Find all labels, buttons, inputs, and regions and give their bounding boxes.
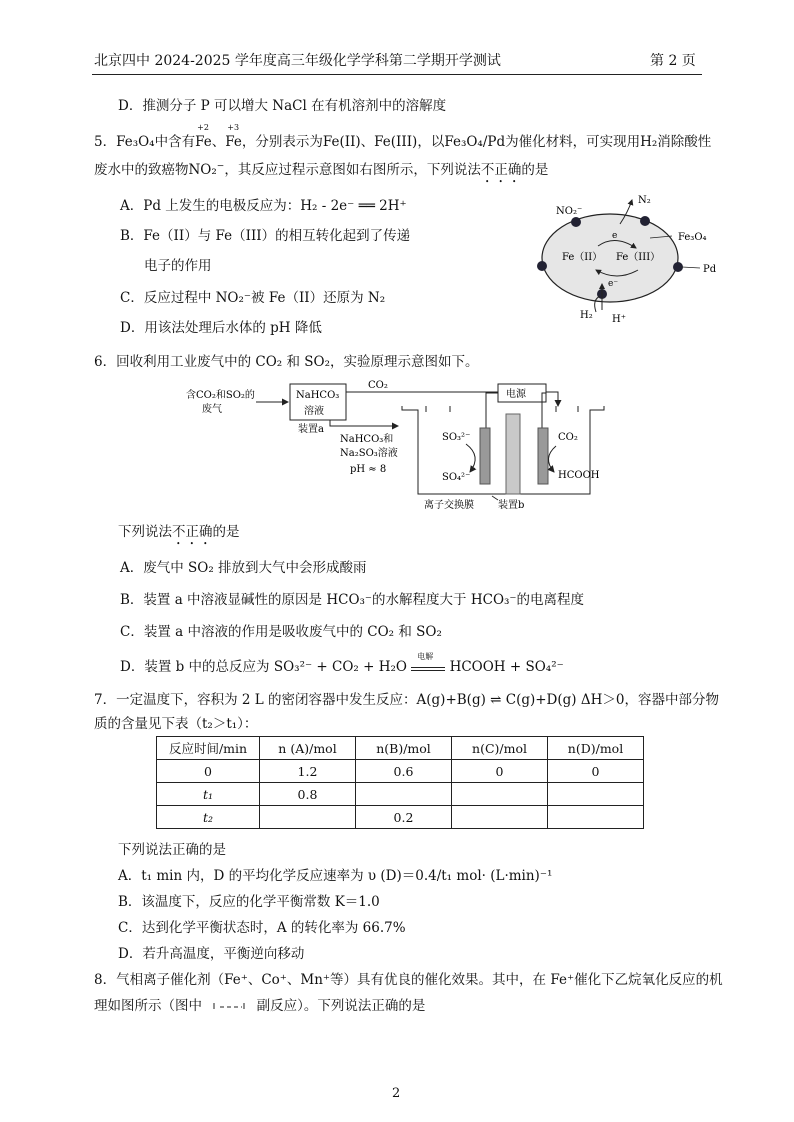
table-cell: 0.6 [356, 760, 452, 783]
fig6-gas-label1: 含CO₂和SO₂的 [186, 390, 255, 401]
fig6-so4-label: SO₄²⁻ [442, 472, 471, 483]
table-cell: t₁ [157, 783, 260, 806]
fig5-fe2-label: Fe（II） [562, 252, 603, 263]
table-row [157, 783, 644, 806]
q8-stem-line1: 8．气相离子催化剂（Fe⁺、Co⁺、Mn⁺等）具有优良的催化效果。其中，在 Fe⁺催化下乙烷氧化反应的机 [94, 972, 723, 988]
fig6-co2-right-label: CO₂ [558, 432, 578, 443]
table-header-cell: n(C)/mol [452, 737, 548, 760]
fig5-fe3o4-label: Fe₃O₄ [678, 232, 707, 243]
table-header-cell: n(D)/mol [548, 737, 644, 760]
fig6-hcooh-label: HCOOH [558, 470, 600, 481]
table-cell [452, 806, 548, 829]
q6-apparatus-diagram [180, 376, 620, 514]
header-rule [92, 74, 702, 75]
table-cell: 0 [452, 760, 548, 783]
fig6-device-a-label: 装置a [298, 424, 324, 435]
q7-option-b: B．该温度下，反应的化学平衡常数 K＝1.0 [118, 894, 380, 910]
fig6-so3-label: SO₃²⁻ [442, 432, 471, 443]
fig6-ph-label: pH ≈ 8 [350, 464, 387, 475]
fig5-no2-label: NO₂⁻ [556, 206, 583, 217]
q6-option-a: A．废气中 SO₂ 排放到大气中会形成酸雨 [120, 560, 367, 576]
table-header-cell: 反应时间/min [157, 737, 260, 760]
q6-option-c: C．装置 a 中溶液的作用是吸收废气中的 CO₂ 和 SO₂ [120, 624, 442, 640]
page-header-title: 北京四中 2024-2025 学年度高三年级化学学科第二学期开学测试 [94, 53, 501, 69]
table-cell: 0.8 [260, 783, 356, 806]
table-header-cell: n (A)/mol [260, 737, 356, 760]
table-cell: 0 [157, 760, 260, 783]
q5-stem-line1: 5．Fe₃O₄中含有 +2 Fe、 +3 Fe，分别表示为Fe(II)、Fe(III)，以Fe₃O₄/Pd为催化材料，可实现用H₂消除酸性 [94, 123, 712, 150]
fig6-device-b-label: 装置b [498, 500, 525, 511]
table-cell [548, 806, 644, 829]
table-cell [356, 783, 452, 806]
fig6-solution-label1: NaHCO₃和 [340, 434, 394, 445]
page-footer-number: 2 [392, 1086, 401, 1101]
table-cell: t₂ [157, 806, 260, 829]
table-cell: 0 [548, 760, 644, 783]
table-cell [452, 783, 548, 806]
q5-catalyst-diagram [520, 188, 720, 330]
table-cell: 0.2 [356, 806, 452, 829]
q6-electrolysis-label: 电解 [417, 652, 434, 661]
q6-question: 下列说法不正确的是 [118, 524, 240, 540]
page-header-number: 第 2 页 [650, 53, 696, 69]
fig6-co2-top-label: CO₂ [368, 380, 388, 391]
table-cell: 1.2 [260, 760, 356, 783]
q7-question: 下列说法正确的是 [118, 842, 226, 858]
q4-option-d: D．推测分子 P 可以增大 NaCl 在有机溶剂中的溶解度 [118, 98, 447, 114]
q5-stem-line2: 废水中的致癌物NO₂−，其反应过程示意图如右图所示，下列说法不正确的是 [94, 161, 549, 178]
fig5-pd-label: Pd [703, 264, 717, 275]
q6-stem: 6．回收利用工业废气中的 CO₂ 和 SO₂，实验原理示意图如下。 [94, 354, 479, 370]
table-row [157, 760, 644, 783]
fig6-gas-label2: 废气 [202, 404, 222, 415]
fig6-boxa-label2: 溶液 [304, 406, 324, 417]
q5-option-b-line2: 电子的作用 [144, 258, 212, 274]
fig5-h2-label: H₂ [580, 310, 593, 321]
fig6-boxa-label1: NaHCO₃ [296, 390, 340, 401]
q5-option-b-line1: B．Fe（II）与 Fe（III）的相互转化起到了传递 [120, 228, 411, 244]
fig6-solution-label2: Na₂SO₃溶液 [340, 448, 398, 459]
q8-stem-line2: 理如图所示（图中 副反应）。下列说法正确的是 [94, 998, 426, 1014]
q5-option-d: D．用该法处理后水体的 pH 降低 [120, 320, 322, 336]
q7-stem-line2: 质的含量见下表（t₂＞t₁）： [94, 716, 258, 732]
table-cell [260, 806, 356, 829]
q7-option-a: A．t₁ min 内，D 的平均化学反应速率为 υ (D)＝0.4/t₁ mol· (L·min)⁻¹ [118, 868, 553, 884]
table-header-row [157, 737, 644, 760]
q6-option-d: D．装置 b 中的总反应为 SO₃²⁻ + CO₂ + H₂O 电解 HCOOH + SO₄²⁻ [120, 652, 564, 675]
fig5-fe3-label: Fe（III） [616, 252, 661, 263]
q7-option-d: D．若升高温度，平衡逆向移动 [118, 946, 305, 962]
table-row [157, 806, 644, 829]
q7-data-table [156, 736, 644, 829]
q5-option-a: A．Pd 上发生的电极反应为：H₂ - 2e⁻ ══ 2H⁺ [120, 198, 407, 214]
q6-option-b: B．装置 a 中溶液显碱性的原因是 HCO₃⁻的水解程度大于 HCO₃⁻的电离程度 [120, 592, 585, 608]
q5-option-c: C．反应过程中 NO₂⁻被 Fe（II）还原为 N₂ [120, 290, 386, 306]
q7-stem-line1: 7．一定温度下，容积为 2 L 的密闭容器中发生反应：A(g)+B(g) ⇌ C(g)+D(g) ΔH＞0，容器中部分物 [94, 692, 719, 708]
fig6-power-label: 电源 [506, 389, 526, 400]
fig5-n2-label: N₂ [638, 195, 651, 206]
fig5-hplus-label: H⁺ [612, 314, 626, 325]
q7-option-c: C．达到化学平衡状态时，A 的转化率为 66.7% [118, 920, 406, 936]
fig5-e-label: e [612, 231, 618, 241]
table-header-cell: n(B)/mol [356, 737, 452, 760]
fig6-membrane-label: 离子交换膜 [424, 500, 474, 511]
dashed-arrow-icon [206, 1001, 252, 1013]
fig5-e-minus-label: e⁻ [608, 279, 619, 289]
table-cell [548, 783, 644, 806]
